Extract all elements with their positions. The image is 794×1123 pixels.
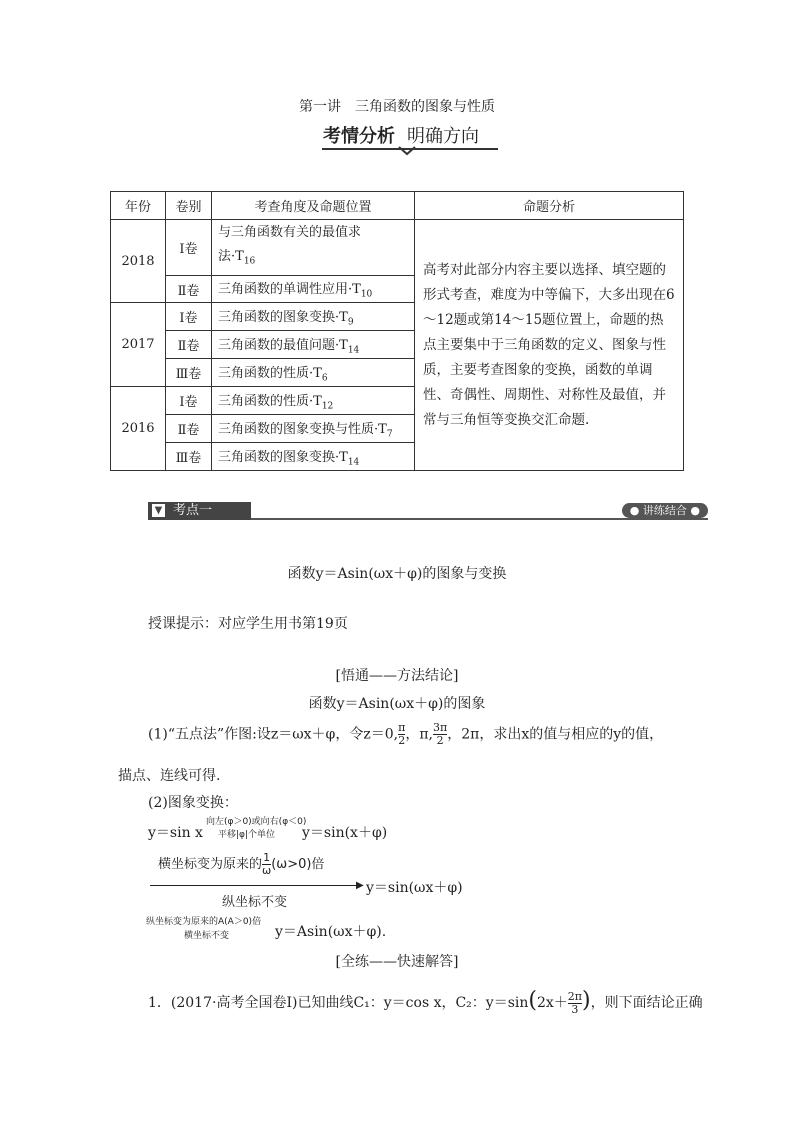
five-point-paragraph-end: 描点、连线可得. (118, 768, 221, 784)
topic-cell: 三角函数的图象变换与性质$\cdot T_7$ (212, 415, 415, 443)
transform-step-1-top: 向左(φ＞0)或向右(φ＜0) (206, 817, 307, 827)
method-heading: [悟通——方法结论] (335, 668, 459, 684)
header-main: 考情分析 (323, 126, 395, 147)
volume-cell: Ⅱ卷 (166, 331, 212, 359)
exam-analysis-table (110, 191, 684, 471)
col-year: 年份 (111, 192, 166, 220)
volume-cell: Ⅲ卷 (166, 359, 212, 387)
topic-tag: ▼ 考点一 (148, 502, 251, 520)
transform-step-3-top: 纵坐标变为原来的A(A＞0)倍 (146, 917, 262, 927)
section-header (323, 122, 479, 148)
topic-cell: 与三角函数有关的最值求 法$\cdot T_{16}$ (212, 220, 415, 276)
volume-cell: Ⅰ卷 (166, 303, 212, 331)
volume-cell: Ⅱ卷 (166, 415, 212, 443)
year-cell: 2018 (111, 220, 166, 303)
analysis-cell: 高考对此部分内容主要以选择、填空题的形式考查，难度为中等偏下，大多出现在6～12题或第14～15题位置上，命题的热点主要集中于三角函数的定义、图象与性质，主要考查图象的变换，函数的单调性、奇偶性、周期性、对称性及最值，并常与三角恒等变换交汇命题. (415, 220, 684, 471)
topic-cell: 三角函数的性质$\cdot T_{12}$ (212, 387, 415, 415)
topic-cell: 三角函数的最值问题$\cdot T_{14}$ (212, 331, 415, 359)
volume-cell: Ⅰ卷 (166, 387, 212, 415)
five-point-paragraph: (1)“五点法”作图:设z＝ωx＋φ，令z＝0, $\frac{\pi}{2}$ ，π, $\frac{3\pi}{2}$ ，2π，求出x的值与相应的y的值， (148, 721, 664, 747)
transform-step-3-bottom: 横坐标不变 (184, 931, 230, 941)
section-title: 函数y＝Asin(ωx＋φ)的图象与变换 (287, 566, 507, 582)
transform-step-2-bottom: 纵坐标不变 (222, 895, 288, 910)
transform-step-2-top: 横坐标变为原来的 $\frac{1}{\omega}$ (ω>0)倍 (158, 851, 325, 877)
header-sub: 明确方向 (407, 126, 479, 147)
volume-cell: Ⅰ卷 (166, 220, 212, 276)
chevron-down-icon (398, 146, 416, 156)
down-arrow-icon: ▼ (152, 504, 165, 517)
volume-cell: Ⅲ卷 (166, 443, 212, 471)
col-volume: 卷别 (166, 192, 212, 220)
col-analysis: 命题分析 (415, 192, 684, 220)
transform-step-1-bottom: 平移|φ|个单位 (218, 830, 276, 840)
topic-cell: 三角函数的图象变换$\cdot T_9$ (212, 303, 415, 331)
topic-cell: 三角函数的性质$\cdot T_6$ (212, 359, 415, 387)
transform-step-3-right: y＝Asin(ωx＋φ). (275, 924, 387, 940)
transform-step-1-right: y＝sin(x＋φ) (302, 825, 388, 841)
transform-heading: (2)图象变换： (148, 795, 238, 811)
transform-step-1-left: y＝sin x (148, 825, 203, 841)
topic-cell: 三角函数的单调性应用$\cdot T_{10}$ (212, 276, 415, 303)
arrow-right-icon: ▶ (356, 880, 364, 891)
transform-step-2-right: y＝sin(ωx＋φ) (366, 880, 463, 896)
fraction-pi-2: $\frac{\pi}{2}$ (398, 721, 406, 747)
topic-bar (148, 502, 708, 520)
topic-cell: 三角函数的图象变换$\cdot T_{14}$ (212, 443, 415, 471)
year-cell: 2017 (111, 303, 166, 387)
practice-badge: ● 讲练结合 ● (622, 503, 708, 518)
transform-step-2-arrow (150, 885, 362, 886)
question-1: 1．(2017·高考全国卷Ⅰ)已知曲线C₁：y＝cos x，C₂：y＝sin(2x＋ $\frac{2\pi}{3}$ )，则下面结论正确 (148, 988, 703, 1016)
practice-heading: [全练——快速解答] (335, 954, 459, 970)
page-title: 第一讲 三角函数的图象与性质 (299, 99, 495, 115)
col-topic: 考查角度及命题位置 (212, 192, 415, 220)
lesson-hint: 授课提示：对应学生用书第19页 (148, 616, 348, 632)
volume-cell: Ⅱ卷 (166, 276, 212, 303)
graph-heading: 函数y＝Asin(ωx＋φ)的图象 (308, 696, 486, 712)
fraction-3pi-2: $\frac{3\pi}{2}$ (432, 721, 448, 747)
year-cell: 2016 (111, 387, 166, 471)
